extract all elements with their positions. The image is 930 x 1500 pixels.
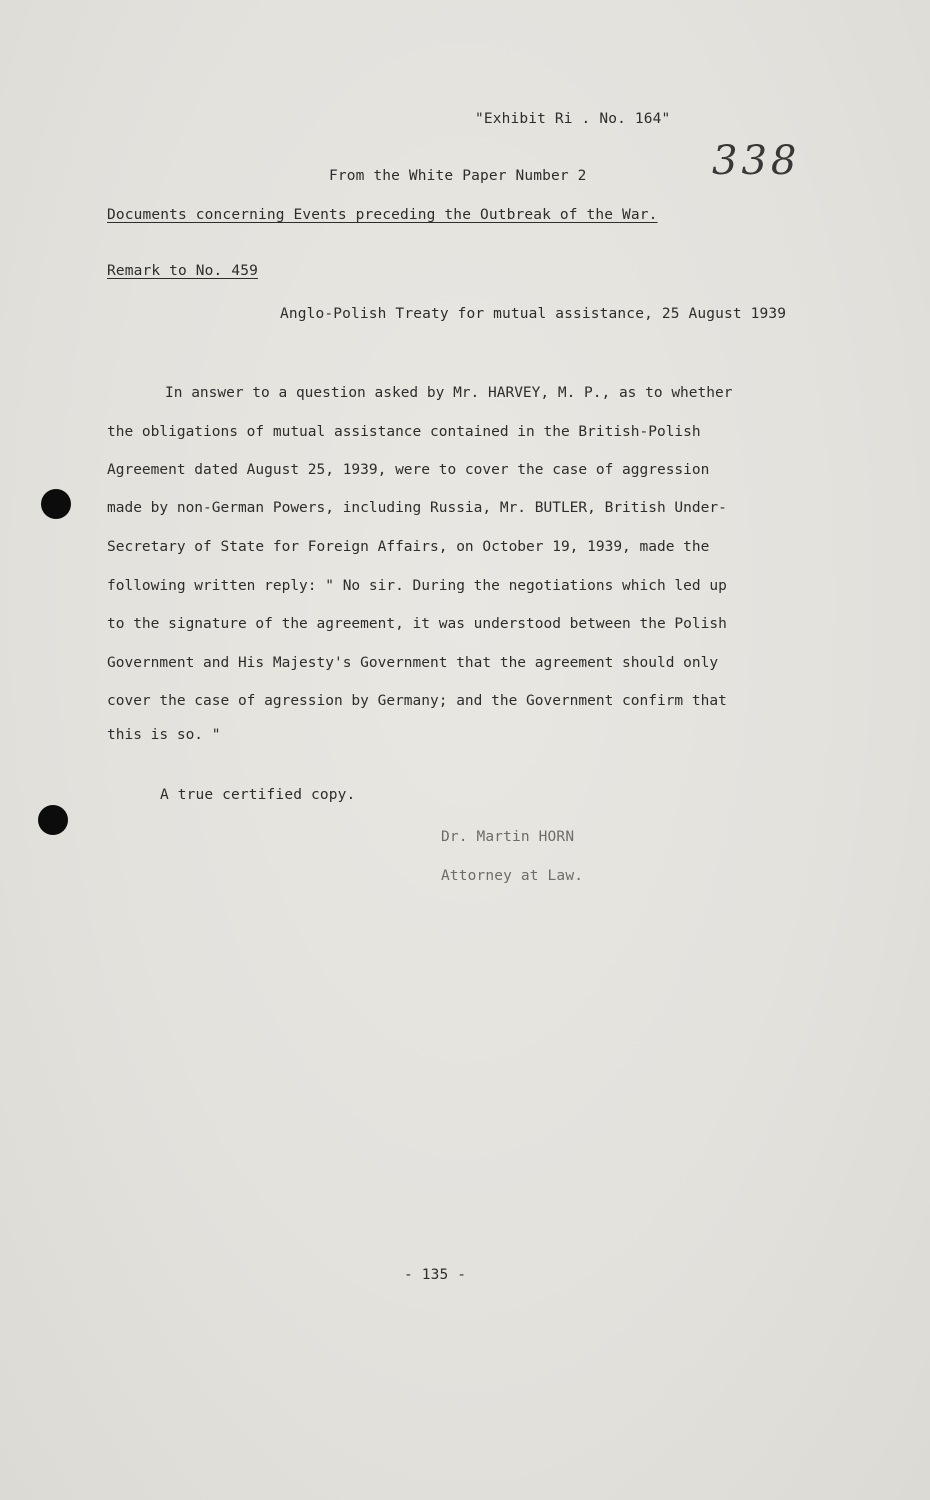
source-line: From the White Paper Number 2 <box>329 168 587 184</box>
documents-title: Documents concerning Events preceding the Outbreak of the War. <box>107 207 658 223</box>
body-line: made by non-German Powers, including Russia, Mr. BUTLER, British Under- <box>107 500 727 516</box>
remark-heading: Remark to No. 459 <box>107 263 258 279</box>
handwritten-page-number: 338 <box>712 138 801 184</box>
body-line: Secretary of State for Foreign Affairs, on October 19, 1939, made the <box>107 539 710 555</box>
certification-statement: A true certified copy. <box>160 787 356 803</box>
body-line: In answer to a question asked by Mr. HARVEY, M. P., as to whether <box>165 385 733 401</box>
page-number: - 135 - <box>404 1267 467 1283</box>
punch-hole-top <box>41 489 71 519</box>
body-line: to the signature of the agreement, it was understood between the Polish <box>107 616 727 632</box>
signatory-title: Attorney at Law. <box>441 868 584 884</box>
body-line: following written reply: " No sir. During the negotiations which led up <box>107 578 727 594</box>
body-line: Government and His Majesty's Government that the agreement should only <box>107 655 719 671</box>
signatory-name: Dr. Martin HORN <box>441 829 575 845</box>
body-line: cover the case of agression by Germany; and the Government confirm that <box>107 693 727 709</box>
treaty-title: Anglo-Polish Treaty for mutual assistance, 25 August 1939 <box>280 306 787 322</box>
body-line: this is so. " <box>107 727 221 743</box>
punch-hole-bottom <box>38 805 68 835</box>
exhibit-label: "Exhibit Ri . No. 164" <box>475 111 671 127</box>
body-line: Agreement dated August 25, 1939, were to cover the case of aggression <box>107 462 710 478</box>
body-line: the obligations of mutual assistance contained in the British-Polish <box>107 424 701 440</box>
